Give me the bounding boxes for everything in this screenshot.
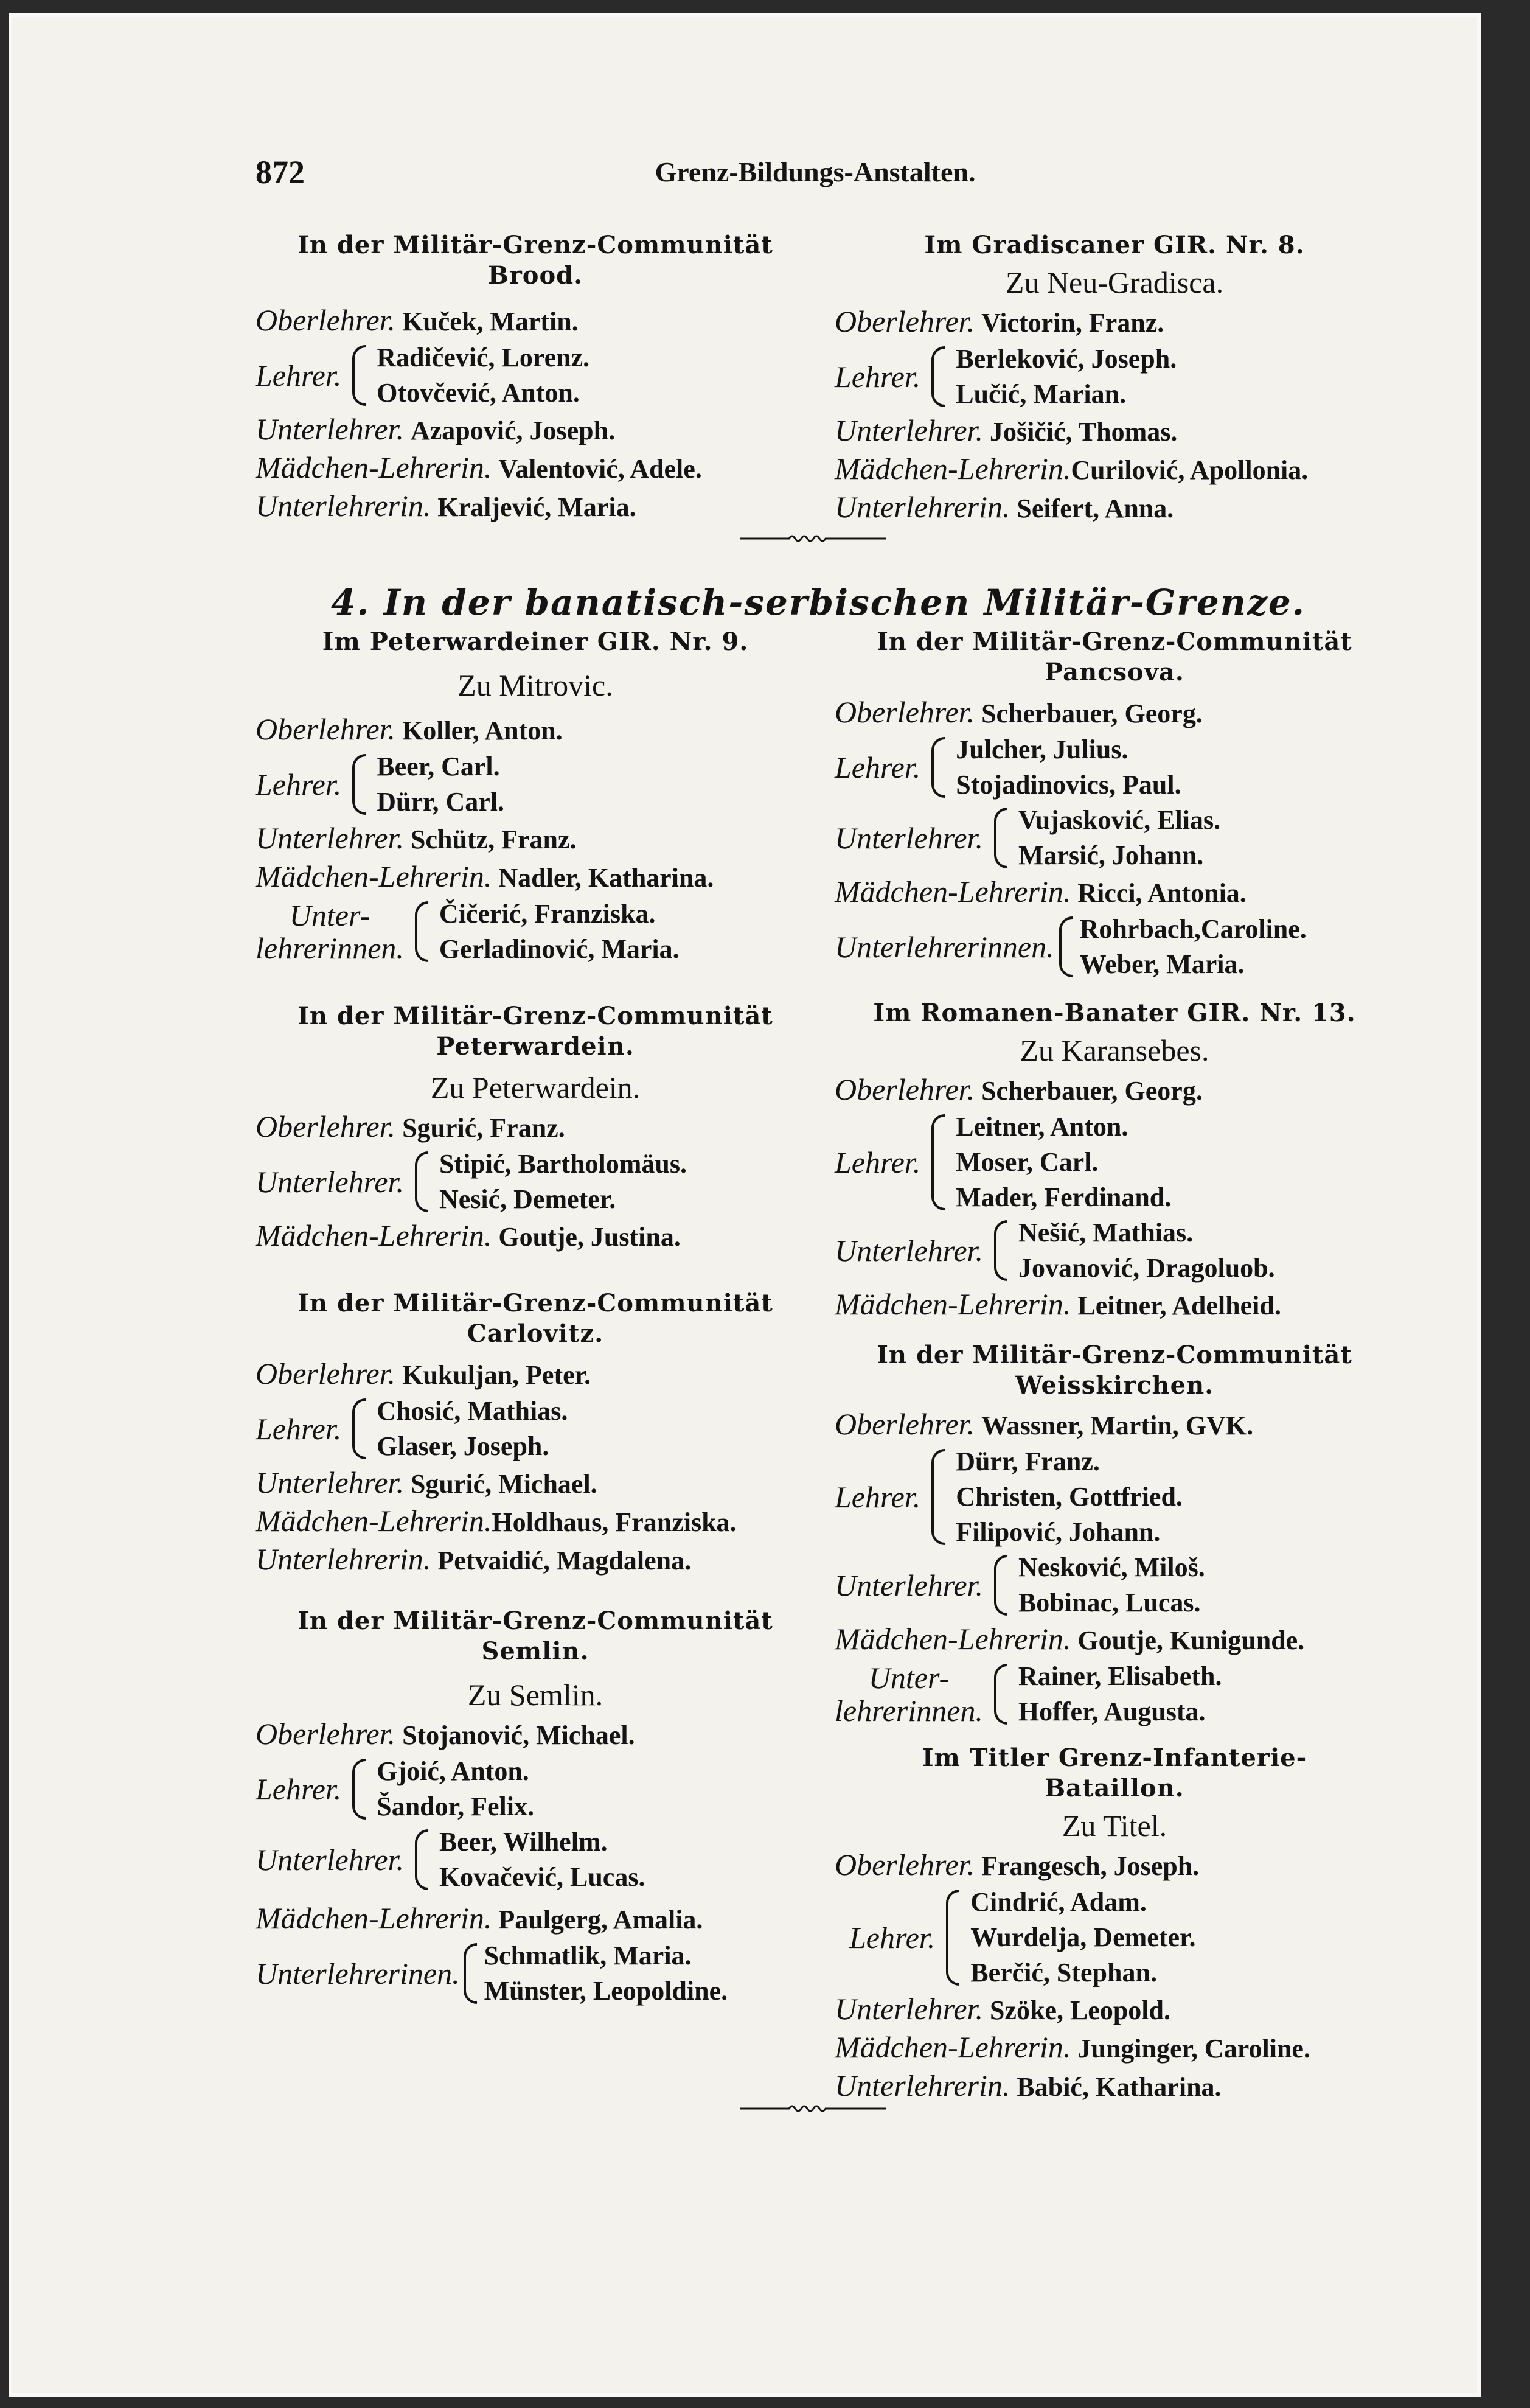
heading-line: Im Titler Grenz-Infanterie- xyxy=(922,1743,1307,1772)
role-label: Mädchen-Lehrerin. xyxy=(835,1287,1071,1321)
role-label: Oberlehrer. xyxy=(256,1109,396,1143)
person-name: Glaser, Joseph. xyxy=(377,1431,549,1461)
section-heading xyxy=(256,230,815,291)
person-name: Filipović, Johann. xyxy=(956,1517,1161,1547)
heading-line: In der Militär-Grenz-Communität xyxy=(297,1002,773,1030)
heading-line: In der Militär-Grenz-Communität xyxy=(297,231,773,259)
person-name: Beer, Wilhelm. xyxy=(439,1827,608,1857)
role-label: Unterlehrerin. xyxy=(256,489,431,523)
role-label: Unterlehrer. xyxy=(835,1568,983,1602)
entry-lehrer xyxy=(256,1394,815,1464)
person-name: Cindrić, Adam. xyxy=(970,1887,1147,1917)
person-name: Kovačević, Lucas. xyxy=(439,1862,645,1892)
role-label: Oberlehrer. xyxy=(256,712,396,746)
role-label: Mädchen-Lehrerin. xyxy=(835,2030,1071,2064)
entry-unterlehrer xyxy=(835,1991,1394,2029)
person-name: Sgurić, Michael. xyxy=(410,1469,597,1499)
entry-maedchen-lehrerin xyxy=(835,873,1394,912)
person-name: Seifert, Anna. xyxy=(1017,494,1174,523)
brace xyxy=(931,737,945,798)
role-label: Unterlehrerin. xyxy=(835,490,1010,524)
role-label-line: Unter- xyxy=(289,898,370,932)
role-label: Unterlehrer. xyxy=(256,1465,404,1499)
entry-lehrer xyxy=(835,1444,1394,1550)
left-column xyxy=(256,627,815,2009)
person-name: Beer, Carl. xyxy=(377,752,500,781)
person-name: Scherbauer, Georg. xyxy=(981,699,1203,728)
role-label: Unterlehrer. xyxy=(256,1165,404,1199)
person-name: Sgurić, Franz. xyxy=(402,1113,565,1143)
heading-line: In der Militär-Grenz-Communität xyxy=(877,1341,1352,1369)
role-label: Mädchen-Lehrerin. xyxy=(256,450,492,484)
entry-unterlehrer xyxy=(256,411,815,449)
role-label: Unterlehrer. xyxy=(835,821,983,855)
heading-line: In der Militär-Grenz-Communität xyxy=(297,1607,773,1635)
section-heading xyxy=(835,1743,1394,1804)
entry-oberlehrer xyxy=(256,1355,815,1394)
entry-lehrer xyxy=(256,1754,815,1824)
person-name: Jošičić, Thomas. xyxy=(989,417,1178,447)
person-name: Babić, Katharina. xyxy=(1017,2072,1222,2102)
brace xyxy=(352,754,366,815)
section-heading: Im Gradiscaner GIR. Nr. 8. xyxy=(924,231,1305,259)
entry-maedchen-lehrerin xyxy=(835,1286,1394,1324)
role-label: Mädchen-Lehrerin. xyxy=(256,1218,492,1252)
place-name: Zu Neu-Gradisca. xyxy=(1005,265,1224,299)
entry-oberlehrer xyxy=(256,711,815,749)
person-name: Stojanović, Michael. xyxy=(402,1720,635,1750)
entry-oberlehrer xyxy=(835,1071,1394,1109)
role-label: Mädchen-Lehrerin. xyxy=(835,452,1071,486)
person-name: Nadler, Katharina. xyxy=(498,863,714,893)
brace xyxy=(994,1664,1007,1725)
person-name: Šandor, Felix. xyxy=(377,1792,534,1821)
person-name: Junginger, Caroline. xyxy=(1077,2034,1310,2064)
role-label: Lehrer. xyxy=(835,1145,921,1179)
person-name: Stipić, Bartholomäus. xyxy=(439,1149,687,1179)
book-page xyxy=(9,13,1481,2397)
role-label: Oberlehrer. xyxy=(256,1356,396,1391)
role-label: Oberlehrer. xyxy=(256,303,396,337)
person-name: Frangesch, Joseph. xyxy=(981,1851,1200,1881)
role-label: Lehrer. xyxy=(835,1480,921,1514)
section-heading: Im Romanen-Banater GIR. Nr. 13. xyxy=(873,999,1356,1027)
role-label: Mädchen-Lehrerin. xyxy=(835,1622,1071,1656)
role-label: Lehrer. xyxy=(835,750,921,784)
brace xyxy=(931,1114,945,1210)
brace xyxy=(994,808,1007,868)
entry-unterlehrerin xyxy=(835,2067,1394,2106)
entry-unterlehrer xyxy=(256,1146,815,1217)
entry-maedchen-lehrerin xyxy=(256,449,815,487)
person-name: Dürr, Carl. xyxy=(377,787,505,817)
role-label: Oberlehrer. xyxy=(835,1848,975,1882)
brace xyxy=(352,1398,366,1459)
ornament-divider xyxy=(740,532,886,545)
section-gradiscaner xyxy=(835,230,1394,527)
role-label: Unterlehrerinen. xyxy=(256,1956,460,1991)
role-label: Oberlehrer. xyxy=(256,1717,396,1751)
heading-line: In der Militär-Grenz-Communität xyxy=(297,1289,773,1317)
person-name: Vujasković, Elias. xyxy=(1018,805,1221,835)
person-name: Chosić, Mathias. xyxy=(377,1396,568,1426)
person-name: Lučić, Marian. xyxy=(956,379,1127,409)
entry-unterlehrerin xyxy=(835,489,1394,527)
role-label: Mädchen-Lehrerin. xyxy=(835,874,1071,909)
entry-oberlehrer xyxy=(256,1715,815,1754)
page-header xyxy=(256,153,1375,196)
entry-unterlehrer xyxy=(256,1464,815,1502)
person-name: Dürr, Franz. xyxy=(956,1447,1100,1476)
brace xyxy=(994,1555,1007,1616)
entry-unterlehrer xyxy=(835,412,1394,450)
role-label: Unterlehrer. xyxy=(835,413,983,447)
place-name: Zu Peterwardein. xyxy=(430,1070,641,1105)
role-label: Unterlehrerin. xyxy=(835,2068,1010,2103)
person-name: Nešić, Mathias. xyxy=(1018,1218,1194,1248)
role-label xyxy=(835,1661,983,1727)
entry-oberlehrer xyxy=(835,1846,1394,1885)
section-romanen-banater xyxy=(835,998,1394,1324)
section-heading xyxy=(835,1340,1394,1401)
person-name: Schütz, Franz. xyxy=(410,825,577,854)
page-content xyxy=(245,17,1382,2393)
section-titler xyxy=(835,1743,1394,2106)
person-name: Nesković, Miloš. xyxy=(1018,1552,1205,1582)
heading-line: Carlovitz. xyxy=(467,1319,604,1348)
role-label: Oberlehrer. xyxy=(835,695,975,729)
entry-oberlehrer xyxy=(256,302,815,340)
person-name: Petvaidić, Magdalena. xyxy=(437,1546,692,1576)
person-name: Weber, Maria. xyxy=(1079,949,1245,979)
ornament-divider xyxy=(740,2102,886,2115)
role-label: Unterlehrerin. xyxy=(256,1542,431,1576)
entry-unterlehrer xyxy=(256,1824,815,1895)
person-name: Moser, Carl. xyxy=(956,1147,1099,1177)
person-name: Bobinac, Lucas. xyxy=(1018,1588,1201,1618)
entry-lehrer xyxy=(835,732,1394,803)
role-label: Lehrer. xyxy=(835,360,921,394)
entry-maedchen-lehrerin xyxy=(835,1621,1394,1659)
place-name: Zu Karansebes. xyxy=(1020,1033,1209,1067)
person-name: Mader, Ferdinand. xyxy=(956,1182,1172,1212)
place-name: Zu Titel. xyxy=(1062,1809,1167,1843)
person-name: Szöke, Leopold. xyxy=(989,1995,1170,2025)
person-name: Rainer, Elisabeth. xyxy=(1018,1661,1222,1691)
role-label: Unterlehrer. xyxy=(256,821,404,855)
person-name: Wurdelja, Demeter. xyxy=(970,1922,1196,1952)
role-label: Unterlehrer. xyxy=(256,1843,404,1877)
entry-oberlehrer xyxy=(835,1406,1394,1444)
entry-lehrer xyxy=(835,1109,1394,1215)
section-brood xyxy=(256,230,815,526)
role-label: Unterlehrer. xyxy=(256,412,404,446)
person-name: Valentović, Adele. xyxy=(498,454,702,484)
brace xyxy=(464,1943,477,2004)
brace xyxy=(931,1449,945,1545)
section-heading xyxy=(835,627,1394,688)
brace xyxy=(352,345,366,406)
place-name: Zu Mitrovic. xyxy=(457,668,613,702)
person-name: Holdhaus, Franziska. xyxy=(492,1507,737,1537)
brace xyxy=(994,1220,1007,1281)
section-weisskirchen xyxy=(835,1340,1394,1729)
person-name: Gerladinović, Maria. xyxy=(439,934,680,964)
person-name: Kukuljan, Peter. xyxy=(402,1360,591,1390)
heading-line: Semlin. xyxy=(481,1637,589,1666)
person-name: Rohrbach,Caroline. xyxy=(1079,914,1307,944)
brace xyxy=(415,1829,428,1890)
brace xyxy=(415,901,428,962)
brace xyxy=(946,1890,959,1986)
person-name: Paulgerg, Amalia. xyxy=(498,1905,703,1935)
running-head: Grenz-Bildungs-Anstalten. xyxy=(655,156,976,187)
person-name: Radičević, Lorenz. xyxy=(377,343,590,372)
role-label: Oberlehrer. xyxy=(835,1407,975,1441)
right-column xyxy=(835,627,1394,2106)
brace xyxy=(1059,916,1073,977)
person-name: Schmatlik, Maria. xyxy=(484,1941,692,1970)
entry-oberlehrer xyxy=(256,1108,815,1146)
role-label: Lehrer. xyxy=(256,1772,342,1806)
person-name: Berleković, Joseph. xyxy=(956,344,1177,374)
entry-oberlehrer xyxy=(835,303,1394,341)
entry-lehrer xyxy=(835,341,1394,412)
person-name: Leitner, Anton. xyxy=(956,1112,1128,1142)
role-label: Unterlehrer. xyxy=(835,1234,983,1268)
entry-unterlehrerin xyxy=(256,487,815,526)
entry-maedchen-lehrerin xyxy=(256,858,815,896)
entry-maedchen-lehrerin xyxy=(256,1900,815,1938)
role-label: Unterlehrerinnen. xyxy=(835,930,1054,964)
section-pancsova xyxy=(835,627,1394,982)
entry-unterlehrer xyxy=(256,820,815,858)
heading-line: In der Militär-Grenz-Communität xyxy=(877,627,1352,656)
person-name: Nesić, Demeter. xyxy=(439,1184,616,1214)
role-label: Lehrer. xyxy=(256,358,342,393)
entry-unterlehrerin xyxy=(256,1541,815,1579)
person-name: Kraljević, Maria. xyxy=(437,492,636,522)
entry-maedchen-lehrerin xyxy=(835,2029,1394,2067)
person-name: Hoffer, Augusta. xyxy=(1018,1697,1206,1726)
person-name: Scherbauer, Georg. xyxy=(981,1076,1203,1106)
person-name: Azapović, Joseph. xyxy=(410,416,616,445)
section-heading xyxy=(256,1606,815,1667)
role-label: Unterlehrer. xyxy=(835,1992,983,2026)
section-heading: Im Peterwardeiner GIR. Nr. 9. xyxy=(322,627,749,656)
person-name: Jovanović, Dragoluob. xyxy=(1018,1253,1275,1283)
person-name: Kuček, Martin. xyxy=(402,307,579,337)
role-label: Mädchen-Lehrerin. xyxy=(256,859,492,893)
brace xyxy=(931,346,945,407)
entry-unterlehrerinnen xyxy=(835,912,1394,982)
person-name: Goutje, Kunigunde. xyxy=(1077,1625,1305,1655)
person-name: Christen, Gottfried. xyxy=(956,1482,1183,1512)
entry-unterlehrerinnen xyxy=(835,1659,1394,1729)
role-label: Oberlehrer. xyxy=(835,1072,975,1106)
entry-maedchen-lehrerin xyxy=(835,450,1394,489)
page-number: 872 xyxy=(256,154,305,190)
person-name: Münster, Leopoldine. xyxy=(484,1976,728,2006)
role-label: Mädchen-Lehrerin. xyxy=(256,1504,492,1538)
role-label-line: lehrerinnen. xyxy=(835,1694,983,1728)
person-name: Julcher, Julius. xyxy=(956,735,1128,764)
entry-unterlehrer xyxy=(835,1215,1394,1286)
person-name: Wassner, Martin, GVK. xyxy=(981,1411,1254,1440)
heading-line: Brood. xyxy=(487,261,583,290)
role-label: Lehrer. xyxy=(849,1921,936,1955)
person-name: Goutje, Justina. xyxy=(498,1222,681,1252)
brace xyxy=(415,1151,428,1212)
entry-unterlehrer xyxy=(835,1550,1394,1621)
entry-oberlehrer xyxy=(835,694,1394,732)
entry-lehrer xyxy=(256,340,815,411)
entry-maedchen-lehrerin xyxy=(256,1502,815,1541)
role-label-line: lehrerinnen. xyxy=(256,931,404,965)
section-semlin xyxy=(256,1606,815,2009)
role-label: Oberlehrer. xyxy=(835,304,975,338)
entry-unterlehrerinen xyxy=(256,1938,815,2009)
place-name: Zu Semlin. xyxy=(467,1678,603,1712)
person-name: Gjoić, Anton. xyxy=(377,1756,529,1786)
person-name: Otovčević, Anton. xyxy=(377,378,580,408)
person-name: Berčić, Stephan. xyxy=(970,1958,1157,1987)
person-name: Leitner, Adelheid. xyxy=(1077,1291,1281,1321)
entry-lehrer xyxy=(256,749,815,820)
entry-maedchen-lehrerin xyxy=(256,1217,815,1255)
section-heading xyxy=(256,1001,815,1062)
entry-lehrer xyxy=(835,1885,1394,1991)
role-label-line: Unter- xyxy=(868,1661,950,1695)
person-name: Victorin, Franz. xyxy=(981,308,1164,338)
person-name: Ricci, Antonia. xyxy=(1077,878,1247,908)
role-label xyxy=(256,899,404,965)
person-name: Curilović, Apollonia. xyxy=(1071,455,1309,485)
person-name: Marsić, Johann. xyxy=(1018,840,1204,870)
section-title: 4. In der banatisch-serbischen Militär-Grenze. xyxy=(331,582,1306,623)
role-label: Mädchen-Lehrerin. xyxy=(256,1901,492,1935)
role-label: Lehrer. xyxy=(256,1412,342,1446)
heading-line: Peterwardein. xyxy=(436,1032,635,1061)
section-peterwardein xyxy=(256,1001,815,1255)
section-carlovitz xyxy=(256,1288,815,1579)
heading-line: Weisskirchen. xyxy=(1015,1371,1214,1400)
person-name: Čičerić, Franziska. xyxy=(439,899,656,929)
entry-unterlehrerinnen xyxy=(256,896,815,967)
section-heading xyxy=(256,1288,815,1349)
entry-unterlehrer xyxy=(835,803,1394,873)
person-name: Koller, Anton. xyxy=(402,716,563,745)
brace xyxy=(352,1759,366,1820)
role-label: Lehrer. xyxy=(256,767,342,801)
heading-line: Pancsova. xyxy=(1045,658,1184,686)
person-name: Stojadinovics, Paul. xyxy=(956,770,1181,800)
section-peterwardeiner xyxy=(256,627,815,967)
heading-line: Bataillon. xyxy=(1045,1774,1184,1803)
